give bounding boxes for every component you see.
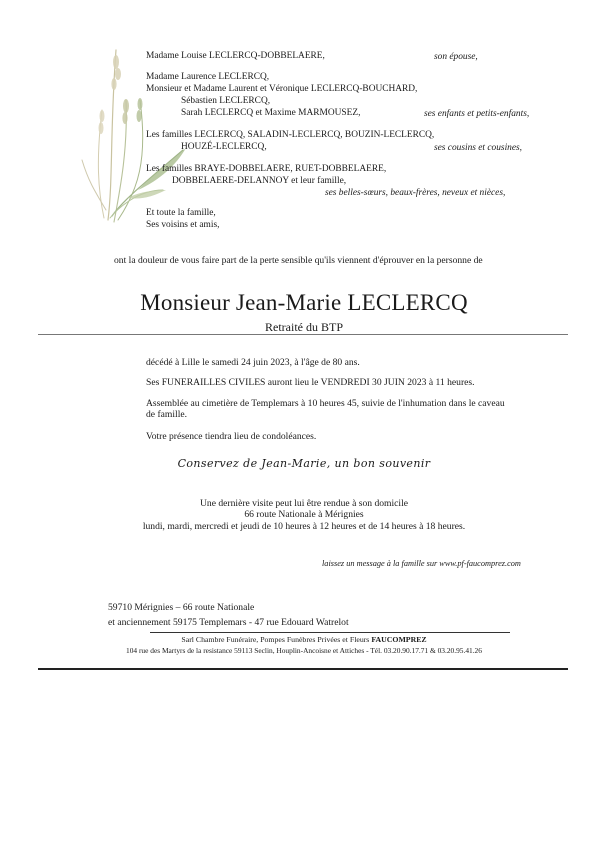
family-line-children-1: Madame Laurence LECLERCQ, [146, 72, 270, 82]
memorial-quote: Conservez de Jean-Marie, un bon souvenir [177, 457, 431, 470]
funeral-details: Ses FUNERAILLES CIVILES auront lieu le VENDREDI 30 JUIN 2023 à 11 heures. [146, 377, 475, 388]
footer-company-line [0, 635, 608, 644]
family-line-children-4: Sarah LECLERCQ et Maxime MARMOUSEZ, [181, 108, 361, 118]
footer-top-rule [150, 632, 510, 633]
footer-contact-line: 104 rue des Martyrs de la resistance 59113 Seclin, Houplin-Ancoisne et Attiches - Tél. 03.20.90.17.71 & 03.20.95.41.26 [126, 646, 482, 655]
address-line-2: et anciennement 59175 Templemars - 47 rue Edouard Watrelot [108, 617, 349, 628]
section-divider [38, 334, 568, 335]
footer-company-description: Sarl Chambre Funéraire, Pompes Funèbres Privées et Fleurs [181, 635, 370, 644]
deceased-subtitle: Retraité du BTP [265, 320, 343, 334]
family-line-inlaws-2: DOBBELAERE-DELANNOY et leur famille, [172, 176, 347, 186]
footer-brand: FAUCOMPREZ [371, 635, 427, 644]
relation-children: ses enfants et petits-enfants, [424, 109, 530, 119]
family-line-children-3: Sébastien LECLERCQ, [181, 96, 271, 106]
relation-inlaws: ses belles-sœurs, beaux-frères, neveux et nièces, [325, 188, 506, 198]
address-line-1: 59710 Mérignies – 66 route Nationale [108, 602, 255, 613]
family-line-neighbors: Ses voisins et amis, [146, 220, 220, 230]
condolences-note: Votre présence tiendra lieu de condoléances. [146, 431, 317, 442]
visit-line-1: Une dernière visite peut lui être rendue à son domicile [199, 498, 409, 509]
relation-spouse: son épouse, [434, 52, 478, 62]
assembly-details-1: Assemblée au cimetière de Templemars à 10 heures 45, suivie de l'inhumation dans le caveau [146, 398, 505, 409]
deceased-name: Monsieur Jean-Marie LECLERCQ [140, 290, 468, 315]
family-line-all: Et toute la famille, [146, 208, 216, 218]
assembly-details-2: de famille. [146, 409, 188, 420]
family-line-inlaws-1: Les familles BRAYE-DOBBELAERE, RUET-DOBBELAERE, [146, 164, 387, 174]
visit-line-2: 66 route Nationale à Mérignies [244, 509, 364, 520]
family-line-spouse: Madame Louise LECLERCQ-DOBBELAERE, [146, 51, 325, 61]
family-line-cousins-1: Les familles LECLERCQ, SALADIN-LECLERCQ, BOUZIN-LECLERCQ, [146, 130, 435, 140]
death-details: décédé à Lille le samedi 24 juin 2023, à l'âge de 80 ans. [146, 357, 360, 368]
relation-cousins: ses cousins et cousines, [434, 143, 523, 153]
family-line-cousins-2: HOUZÉ-LECLERCQ, [181, 142, 267, 152]
announcement-text: ont la douleur de vous faire part de la perte sensible qu'ils viennent d'éprouver en la personne de [114, 255, 483, 266]
family-line-children-2: Monsieur et Madame Laurent et Véronique LECLERCQ-BOUCHARD, [146, 84, 418, 94]
footer-bottom-rule [38, 668, 568, 670]
web-message: laissez un message à la famille sur www.pf-faucomprez.com [322, 559, 521, 568]
visit-line-3: lundi, mardi, mercredi et jeudi de 10 heures à 12 heures et de 14 heures à 18 heures. [142, 521, 466, 532]
